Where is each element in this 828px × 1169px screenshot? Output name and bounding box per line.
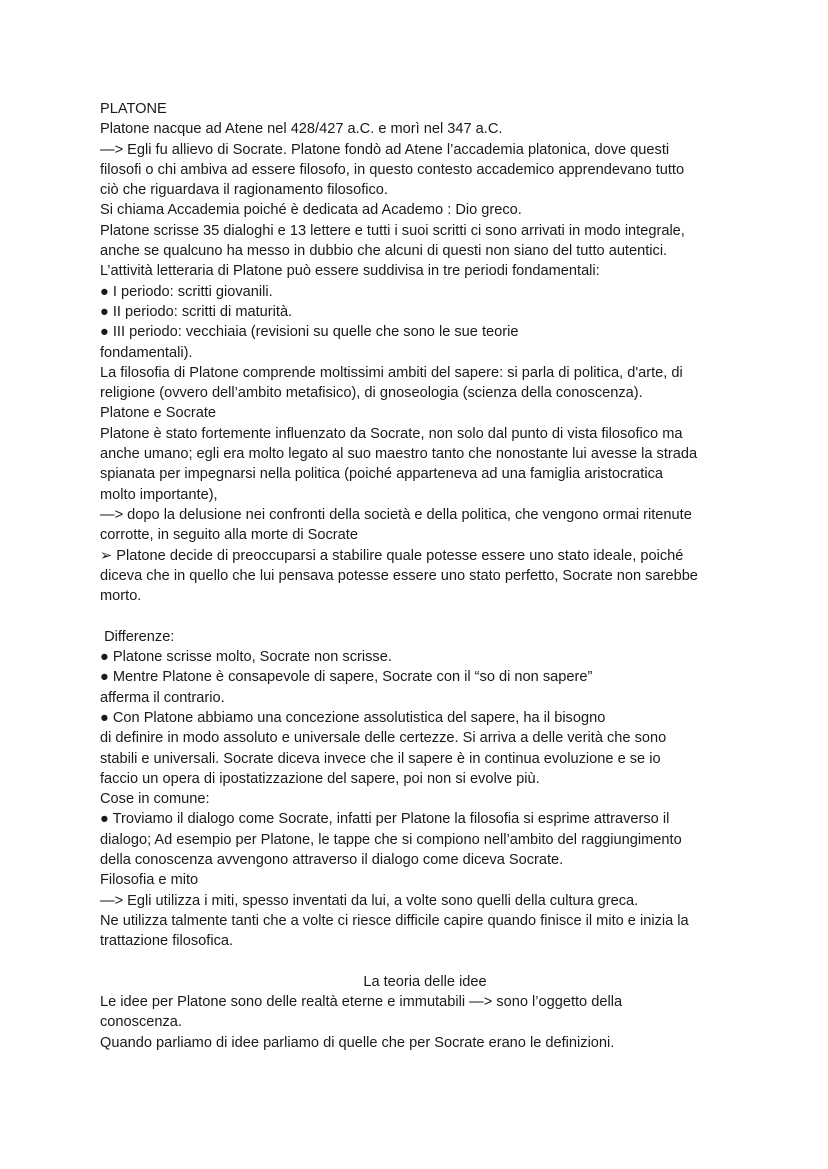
text-line: La filosofia di Platone comprende moltissimi ambiti del sapere: si parla di politica, d'arte, di	[100, 364, 683, 381]
text-line: molto importante),	[100, 486, 218, 503]
text-line: della conoscenza avvengono attraverso il dialogo come diceva Socrate.	[100, 851, 564, 868]
bullet-item: ● Platone scrisse molto, Socrate non scrisse.	[100, 649, 392, 666]
text-line: di definire in modo assoluto e universale delle certezze. Si arriva a delle verità che sono	[100, 730, 667, 747]
text-line: religione (ovvero dell’ambito metafisico), di gnoseologia (scienza della conoscenza).	[100, 385, 643, 402]
text-line: ➢ Platone decide di preoccuparsi a stabilire quale potesse essere uno stato ideale, poiché	[100, 547, 684, 564]
paragraph-gap	[100, 951, 740, 971]
text-line: —> Egli fu allievo di Socrate. Platone fondò ad Atene l’accademia platonica, dove questi	[100, 141, 670, 158]
doc-title: PLATONE	[100, 101, 167, 117]
text-line: anche umano; egli era molto legato al suo maestro tanto che nonostante lui avesse la strada	[100, 446, 698, 463]
bullet-item: ● I periodo: scritti giovanili.	[100, 283, 273, 300]
bullet-item: ● Troviamo il dialogo come Socrate, infatti per Platone la filosofia si esprime attraverso il	[100, 811, 670, 828]
text-line: Platone nacque ad Atene nel 428/427 a.C. e morì nel 347 a.C.	[100, 121, 503, 138]
centered-section-title: La teoria delle idee	[363, 973, 487, 990]
section-heading: Filosofia e mito	[100, 872, 199, 889]
text-line: Si chiama Accademia poiché è dedicata ad Academo : Dio greco.	[100, 202, 522, 219]
text-line: —> dopo la delusione nei confronti della società e della politica, che vengono ormai ritenute	[100, 506, 692, 523]
paragraph-gap	[100, 606, 740, 626]
text-line: spianata per impegnarsi nella politica (poiché apparteneva ad una famiglia aristocratica	[100, 466, 663, 483]
text-line: Ne utilizza talmente tanti che a volte ci riesce difficile capire quando finisce il mito e inizia la	[100, 912, 689, 929]
text-line: dialogo; Ad esempio per Platone, le tappe che si compiono nell’ambito del raggiungimento	[100, 831, 682, 848]
text-line: anche se qualcuno ha messo in dubbio che alcuni di questi non siano del tutto autentici.	[100, 243, 668, 260]
bullet-item: ● III periodo: vecchiaia (revisioni su quelle che sono le sue teorie	[100, 324, 519, 341]
document-body	[100, 99, 740, 1053]
text-line: —> Egli utilizza i miti, spesso inventati da lui, a volte sono quelli della cultura greca.	[100, 892, 639, 909]
text-line: Le idee per Platone sono delle realtà eterne e immutabili —> sono l’oggetto della	[100, 994, 623, 1011]
bullet-item: ● Con Platone abbiamo una concezione assolutistica del sapere, ha il bisogno	[100, 709, 606, 726]
text-line: Platone scrisse 35 dialoghi e 13 lettere e tutti i suoi scritti ci sono arrivati in modo integrale,	[100, 222, 685, 239]
text-line: afferma il contrario.	[100, 689, 225, 706]
text-line: morto.	[100, 588, 142, 605]
bullet-item: ● Mentre Platone è consapevole di sapere, Socrate con il “so di non sapere”	[100, 669, 593, 686]
text-line: stabili e universali. Socrate diceva invece che il sapere è in continua evoluzione e se io	[100, 750, 661, 767]
section-heading: Cose in comune:	[100, 791, 210, 808]
section-heading: Differenze:	[100, 628, 175, 645]
text-line: filosofi o chi ambiva ad essere filosofo, in questo contesto accademico apprendevano tutto	[100, 161, 685, 178]
section-heading: Platone e Socrate	[100, 405, 217, 422]
text-line: corrotte, in seguito alla morte di Socrate	[100, 527, 358, 544]
text-line: diceva che in quello che lui pensava potesse essere uno stato perfetto, Socrate non sarebbe	[100, 567, 698, 584]
text-line: trattazione filosofica.	[100, 933, 234, 950]
bullet-item: ● II periodo: scritti di maturità.	[100, 303, 293, 320]
text-line: Platone è stato fortemente influenzato da Socrate, non solo dal punto di vista filosofico ma	[100, 425, 683, 442]
text-line: fondamentali).	[100, 344, 193, 361]
text-line: conoscenza.	[100, 1014, 182, 1031]
text-line: Quando parliamo di idee parliamo di quelle che per Socrate erano le definizioni.	[100, 1034, 615, 1051]
text-line: L’attività letteraria di Platone può essere suddivisa in tre periodi fondamentali:	[100, 263, 600, 280]
text-line: ciò che riguardava il ragionamento filosofico.	[100, 182, 388, 199]
text-line: faccio un opera di ipostatizzazione del sapere, poi non si evolve più.	[100, 770, 540, 787]
